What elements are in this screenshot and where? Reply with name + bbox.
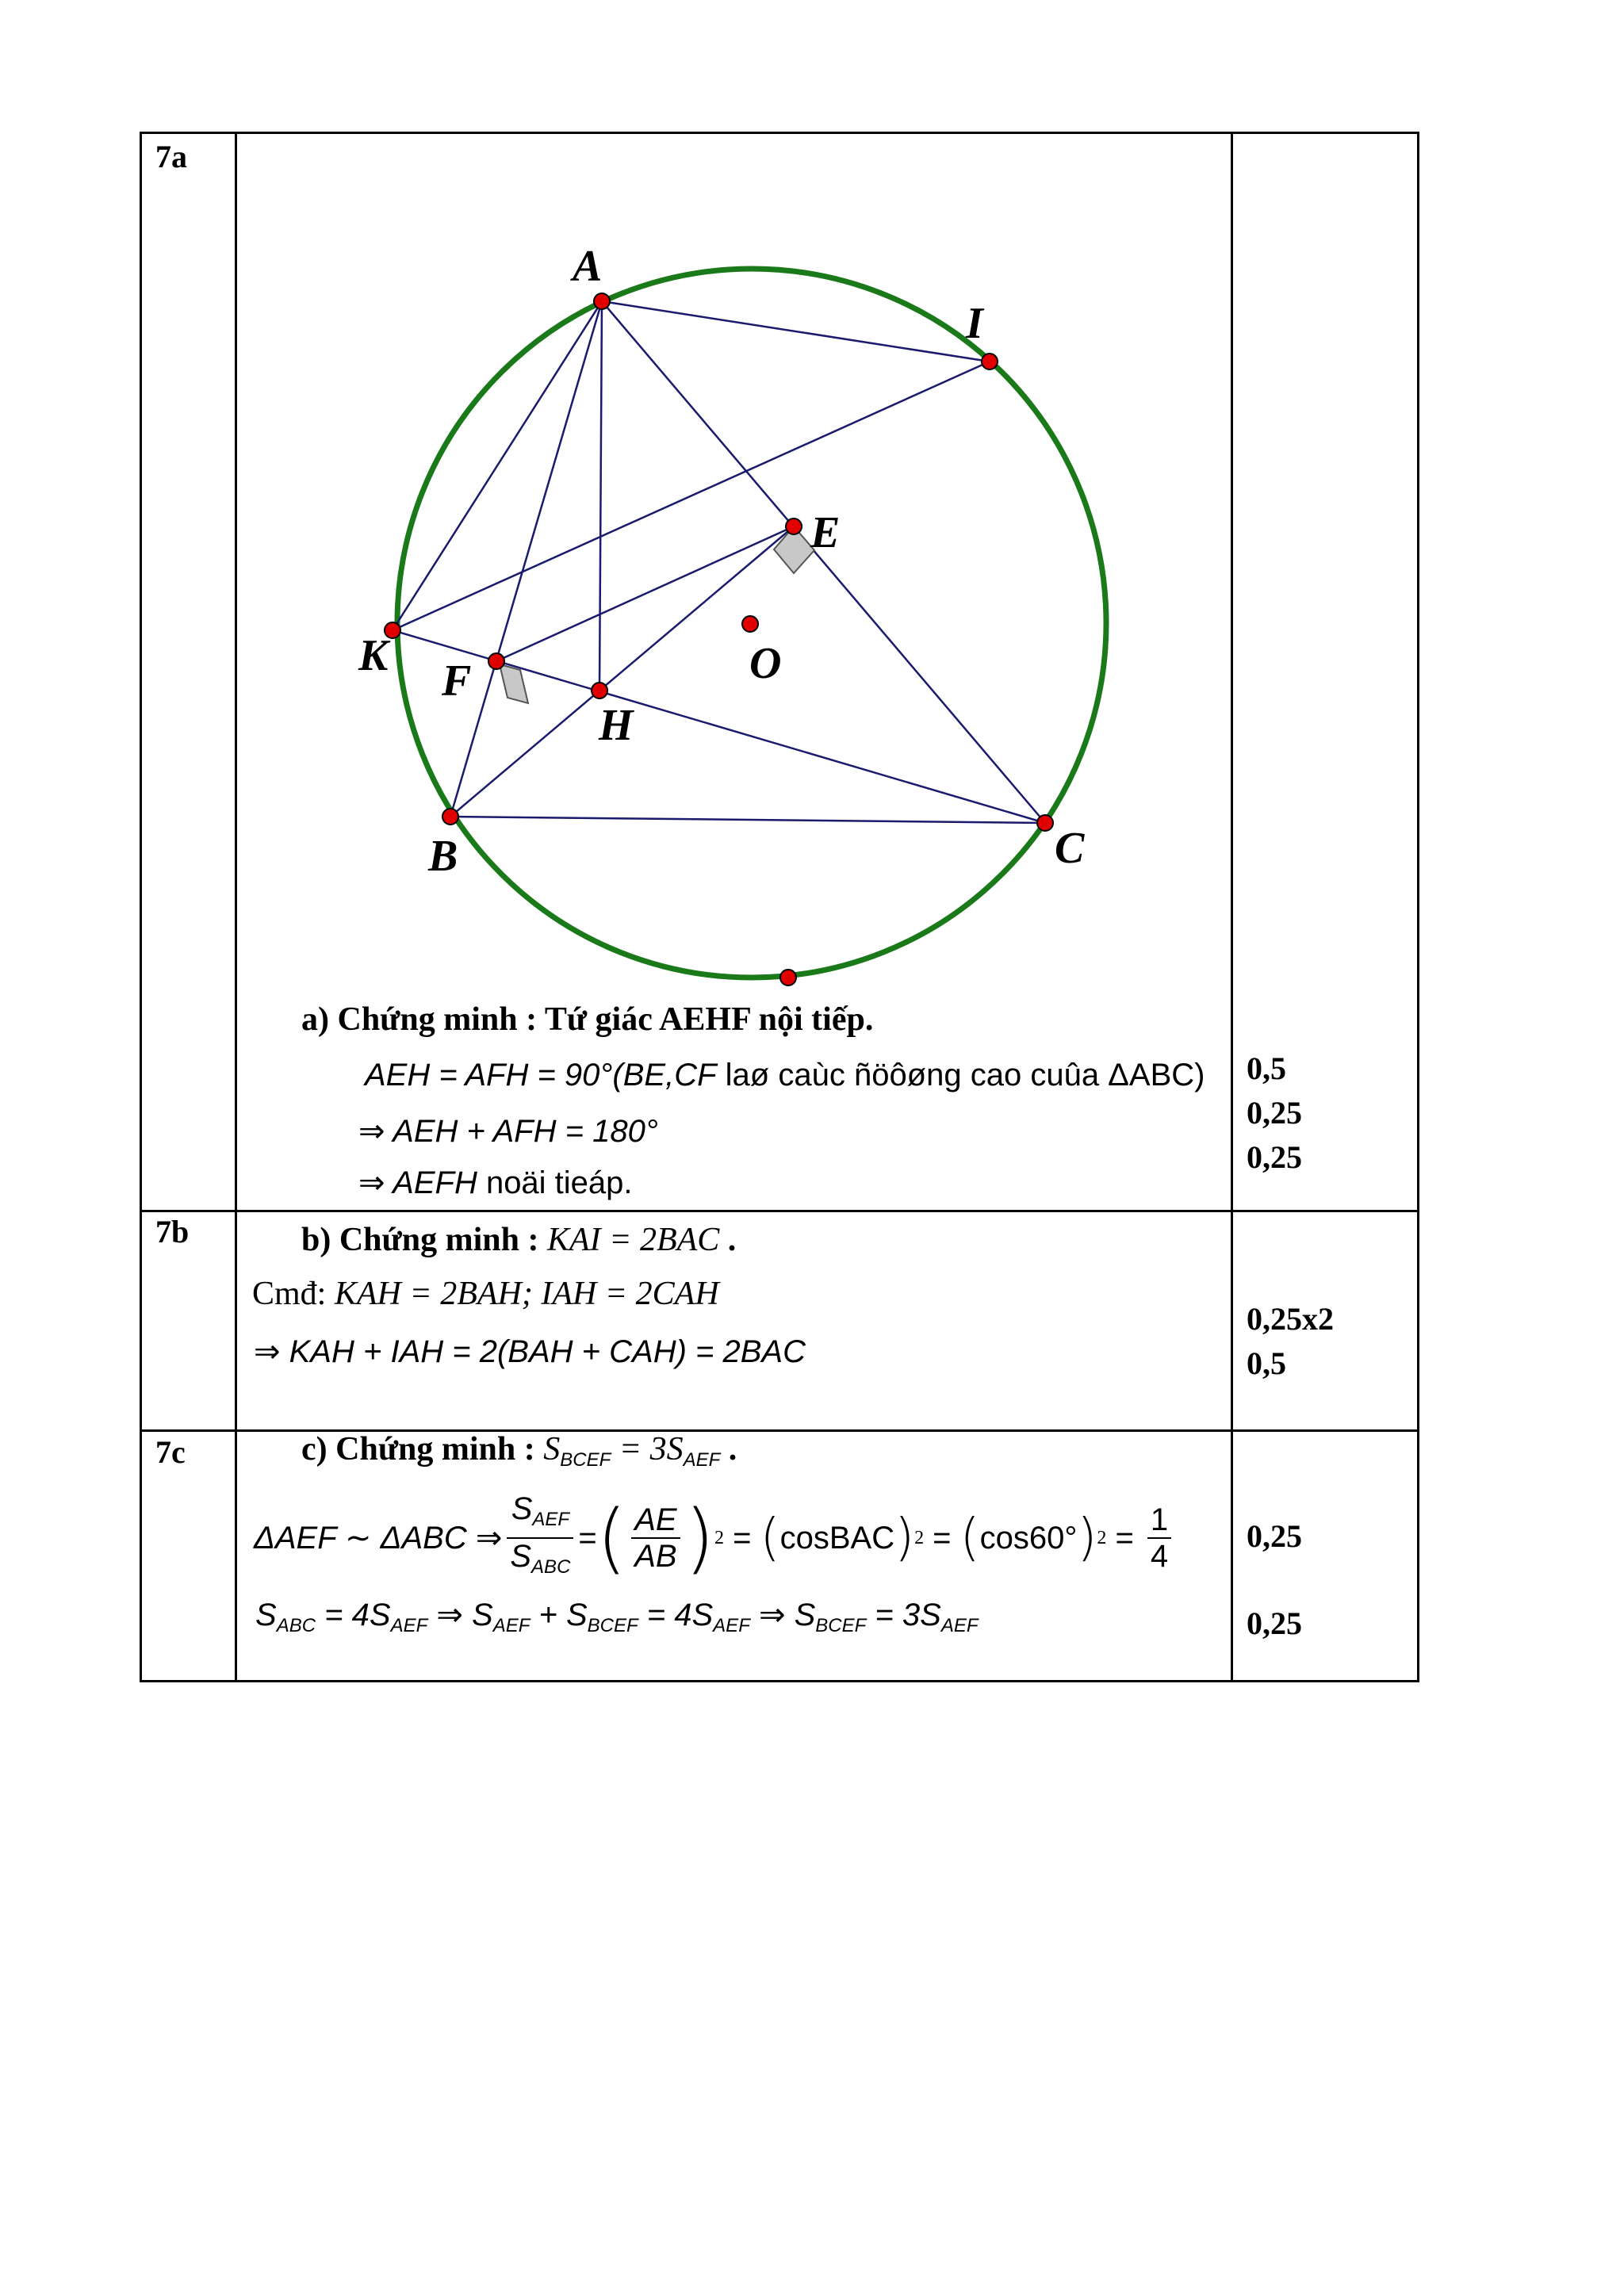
ratio-fraction: $\frac{S_{AEF}}{S_{ABC}}$ bbox=[507, 1491, 573, 1585]
part-a-line-2: ⇒ AEH + AFH = 180° bbox=[358, 1114, 658, 1149]
points bbox=[385, 293, 1053, 985]
score-a-3: 0,25 bbox=[1247, 1139, 1302, 1175]
part-b-line-2: ⇒ KAH + IAH = 2(BAH + CAH) = 2BAC bbox=[254, 1334, 806, 1369]
part-a-line-3: ⇒ AEFH noäi tieáp. bbox=[358, 1165, 633, 1200]
part-c-line-2: $S_{ABC} = 4S_{AEF}$ ⇒ $S_{AEF} + S_{BCEF} = 4S_{AEF}$ ⇒ $S_{BCEF} = 3S_{AEF}$ bbox=[255, 1598, 979, 1636]
geometry-figure bbox=[0, 0, 1624, 1031]
label-b: B bbox=[428, 832, 458, 881]
score-c-1: 0,25 bbox=[1247, 1518, 1302, 1554]
segments bbox=[393, 301, 1045, 823]
score-b-1: 0,25x2 bbox=[1247, 1301, 1334, 1337]
part-b-heading: b) Chứng minh : KAI = 2BAC . bbox=[301, 1222, 737, 1258]
label-o: O bbox=[749, 639, 782, 688]
row-label-7a: 7a bbox=[155, 139, 187, 174]
part-c-heading: c) Chứng minh : $S_{BCEF} = 3S_{AEF}$ . bbox=[301, 1431, 737, 1471]
part-b-line-1: Cmđ: KAH = 2BAH; IAH = 2CAH bbox=[252, 1276, 719, 1312]
score-b-2: 0,5 bbox=[1247, 1345, 1286, 1381]
part-c-line-1: ΔAEF ∼ ΔABC ⇒ $\frac{S_{AEF}}{S_{ABC}}$ = ( $\frac{AE}{AB}$ ) 2 = ( cosBAC ) 2 = ( cos60° ) 2 = $\frac{1}{4}$ bbox=[254, 1490, 1176, 1586]
label-f: F bbox=[442, 656, 472, 706]
label-h: H bbox=[599, 701, 634, 750]
label-k: K bbox=[358, 631, 389, 680]
part-a-heading: a) Chứng minh : Tứ giác AEHF nội tiếp. bbox=[301, 1001, 874, 1038]
right-angle-f bbox=[500, 664, 528, 703]
label-i: I bbox=[966, 299, 983, 348]
score-a-2: 0,25 bbox=[1247, 1095, 1302, 1131]
score-a-1: 0,5 bbox=[1247, 1050, 1286, 1086]
row-label-7b: 7b bbox=[155, 1214, 190, 1249]
label-c: C bbox=[1055, 824, 1085, 873]
row-label-7c: 7c bbox=[155, 1434, 186, 1470]
row-divider-1 bbox=[142, 1210, 1417, 1212]
part-a-line-1: AEH = AFH = 90°(BE,CF laø caùc ñöôøng cao cuûa ΔABC) bbox=[365, 1058, 1205, 1093]
label-a: A bbox=[573, 242, 603, 291]
label-e: E bbox=[810, 508, 841, 557]
score-c-2: 0,25 bbox=[1247, 1605, 1302, 1641]
one-quarter: $\frac{1}{4}$ bbox=[1147, 1502, 1171, 1574]
